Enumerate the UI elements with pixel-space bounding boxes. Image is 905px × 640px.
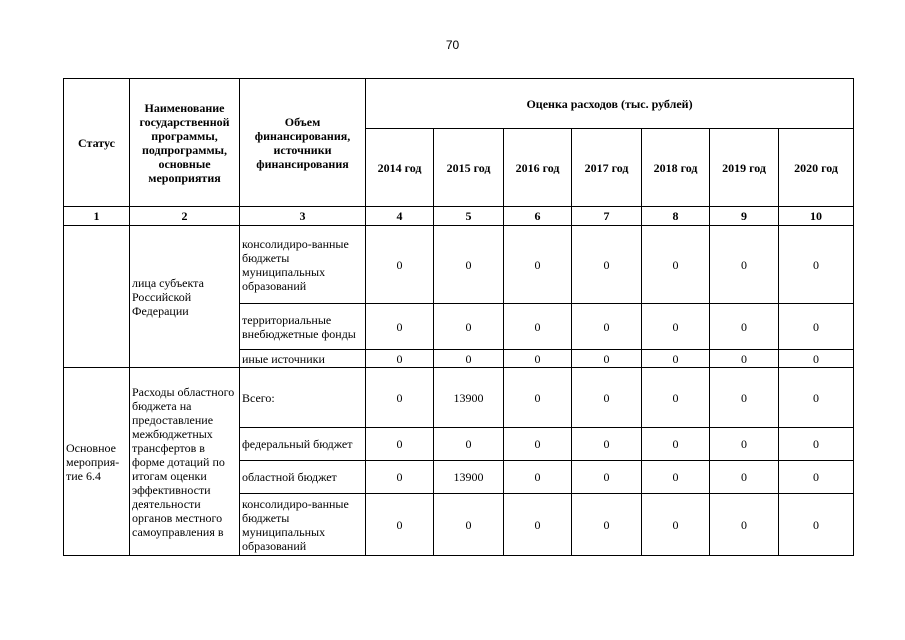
value-cell: 0 xyxy=(504,494,572,556)
column-number: 6 xyxy=(504,207,572,226)
funding-source-cell: консолидиро-ванные бюджеты муниципальных образований xyxy=(240,226,366,304)
value-cell: 0 xyxy=(366,494,434,556)
value-cell: 0 xyxy=(779,428,854,461)
value-cell: 0 xyxy=(572,494,642,556)
page-number: 70 xyxy=(445,38,460,52)
value-cell: 0 xyxy=(504,304,572,350)
value-cell: 0 xyxy=(504,368,572,428)
value-cell: 0 xyxy=(710,350,779,368)
header-year: 2018 год xyxy=(642,129,710,207)
value-cell: 0 xyxy=(642,428,710,461)
value-cell: 0 xyxy=(642,368,710,428)
header-year: 2019 год xyxy=(710,129,779,207)
header-year: 2014 год xyxy=(366,129,434,207)
column-number: 10 xyxy=(779,207,854,226)
value-cell: 0 xyxy=(642,304,710,350)
value-cell: 0 xyxy=(710,428,779,461)
value-cell: 0 xyxy=(779,304,854,350)
value-cell: 0 xyxy=(572,304,642,350)
table-row xyxy=(64,368,854,428)
value-cell: 0 xyxy=(779,368,854,428)
header-year: 2015 год xyxy=(434,129,504,207)
value-cell: 0 xyxy=(366,368,434,428)
funding-source-cell: консолидиро-ванные бюджеты муниципальных образований xyxy=(240,494,366,556)
value-cell: 0 xyxy=(710,368,779,428)
funding-source-cell: иные источники xyxy=(240,350,366,368)
column-number: 9 xyxy=(710,207,779,226)
funding-source-cell: территориальные внебюджетные фонды xyxy=(240,304,366,350)
value-cell: 0 xyxy=(779,226,854,304)
budget-table xyxy=(63,78,854,556)
header-year: 2020 год xyxy=(779,129,854,207)
value-cell: 0 xyxy=(434,350,504,368)
value-cell: 0 xyxy=(779,350,854,368)
table-row xyxy=(64,226,854,304)
program-name-cell: лица субъекта Российской Федерации xyxy=(130,226,240,368)
value-cell: 0 xyxy=(710,304,779,350)
value-cell: 13900 xyxy=(434,461,504,494)
status-cell: Основное мероприя-тие 6.4 xyxy=(64,368,130,556)
column-number: 8 xyxy=(642,207,710,226)
value-cell: 0 xyxy=(434,428,504,461)
value-cell: 0 xyxy=(434,304,504,350)
column-number: 1 xyxy=(64,207,130,226)
value-cell: 0 xyxy=(504,226,572,304)
value-cell: 0 xyxy=(366,226,434,304)
value-cell: 0 xyxy=(710,494,779,556)
program-name-cell: Расходы областного бюджета на предоставление межбюджетных трансфертов в форме дотаций по итогам оценки эффективности деятельности органов местного самоуправления в xyxy=(130,368,240,556)
value-cell: 0 xyxy=(572,350,642,368)
value-cell: 0 xyxy=(710,461,779,494)
value-cell: 0 xyxy=(572,461,642,494)
value-cell: 0 xyxy=(642,494,710,556)
column-number: 7 xyxy=(572,207,642,226)
value-cell: 0 xyxy=(710,226,779,304)
value-cell: 0 xyxy=(504,461,572,494)
header-status: Статус xyxy=(64,79,130,207)
value-cell: 0 xyxy=(572,428,642,461)
header-expense-estimate: Оценка расходов (тыс. рублей) xyxy=(366,79,854,129)
status-cell xyxy=(64,226,130,368)
funding-source-cell: областной бюджет xyxy=(240,461,366,494)
value-cell: 0 xyxy=(504,350,572,368)
value-cell: 0 xyxy=(366,428,434,461)
column-number: 4 xyxy=(366,207,434,226)
header-program-name: Наименование государственной программы, подпрограммы, основные мероприятия xyxy=(130,79,240,207)
value-cell: 0 xyxy=(434,226,504,304)
value-cell: 0 xyxy=(642,461,710,494)
value-cell: 13900 xyxy=(434,368,504,428)
value-cell: 0 xyxy=(434,494,504,556)
value-cell: 0 xyxy=(779,461,854,494)
column-number: 5 xyxy=(434,207,504,226)
value-cell: 0 xyxy=(366,304,434,350)
header-year: 2017 год xyxy=(572,129,642,207)
header-funding: Объем финансирования, источники финансирования xyxy=(240,79,366,207)
value-cell: 0 xyxy=(572,226,642,304)
column-number: 3 xyxy=(240,207,366,226)
funding-source-cell: Всего: xyxy=(240,368,366,428)
value-cell: 0 xyxy=(642,350,710,368)
value-cell: 0 xyxy=(572,368,642,428)
header-year: 2016 год xyxy=(504,129,572,207)
column-number: 2 xyxy=(130,207,240,226)
value-cell: 0 xyxy=(642,226,710,304)
value-cell: 0 xyxy=(366,350,434,368)
funding-source-cell: федеральный бюджет xyxy=(240,428,366,461)
value-cell: 0 xyxy=(504,428,572,461)
value-cell: 0 xyxy=(779,494,854,556)
value-cell: 0 xyxy=(366,461,434,494)
